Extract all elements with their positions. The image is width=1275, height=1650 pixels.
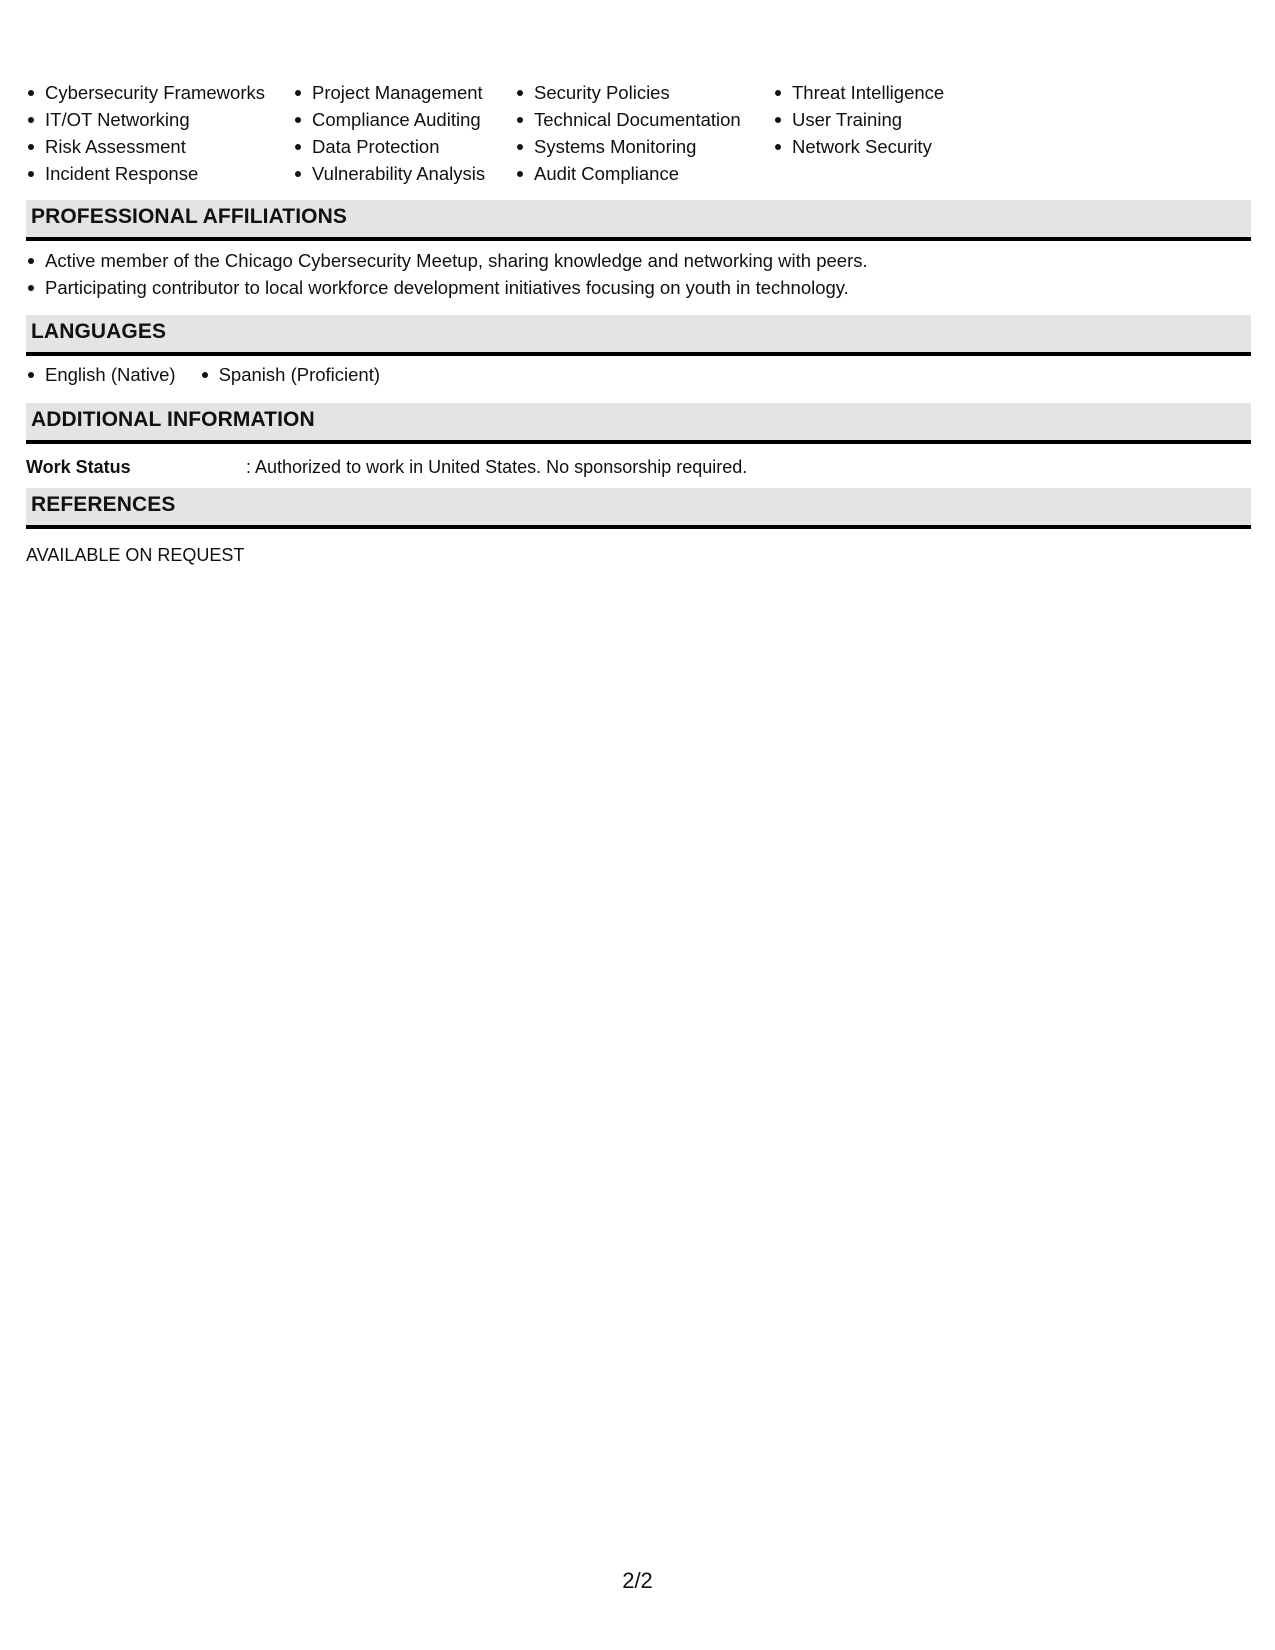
skill-item: Security Policies (515, 79, 773, 106)
work-status-value: : Authorized to work in United States. No sponsorship required. (246, 457, 748, 477)
section-title: LANGUAGES (31, 320, 167, 343)
skill-item: Technical Documentation (515, 106, 773, 133)
skills-list (26, 79, 993, 187)
skills-column-3 (515, 79, 773, 187)
section-title: ADDITIONAL INFORMATION (31, 408, 315, 431)
skill-item: IT/OT Networking (26, 106, 293, 133)
skill-item: Systems Monitoring (515, 133, 773, 160)
work-status-label: Work Status (26, 457, 131, 477)
references-text: AVAILABLE ON REQUEST (26, 545, 245, 565)
skill-item: Audit Compliance (515, 160, 773, 187)
skill-item: Network Security (773, 133, 993, 160)
skill-item: Incident Response (26, 160, 293, 187)
skills-column-4 (773, 79, 993, 187)
skill-item: Risk Assessment (26, 133, 293, 160)
skill-item: Cybersecurity Frameworks (26, 79, 293, 106)
additional-info-heading (26, 403, 1251, 444)
list-item: English (Native) (26, 361, 176, 388)
list-item: Spanish (Proficient) (200, 361, 380, 388)
skills-column-1 (26, 79, 293, 187)
page-number: 2/2 (622, 1568, 653, 1593)
languages-heading (26, 315, 1251, 356)
skill-item: Threat Intelligence (773, 79, 993, 106)
skill-item: Compliance Auditing (293, 106, 515, 133)
list-item: Participating contributor to local workforce development initiatives focusing on youth in technology. (26, 274, 868, 301)
section-title: REFERENCES (31, 493, 176, 516)
skill-item: Data Protection (293, 133, 515, 160)
skill-item: User Training (773, 106, 993, 133)
section-title: PROFESSIONAL AFFILIATIONS (31, 205, 347, 228)
languages-list (26, 361, 404, 388)
references-heading (26, 488, 1251, 529)
affiliations-heading (26, 200, 1251, 241)
skills-column-2 (293, 79, 515, 187)
skill-item: Vulnerability Analysis (293, 160, 515, 187)
list-item: Active member of the Chicago Cybersecurity Meetup, sharing knowledge and networking with peers. (26, 247, 868, 274)
skill-item: Project Management (293, 79, 515, 106)
affiliations-list (26, 247, 868, 301)
